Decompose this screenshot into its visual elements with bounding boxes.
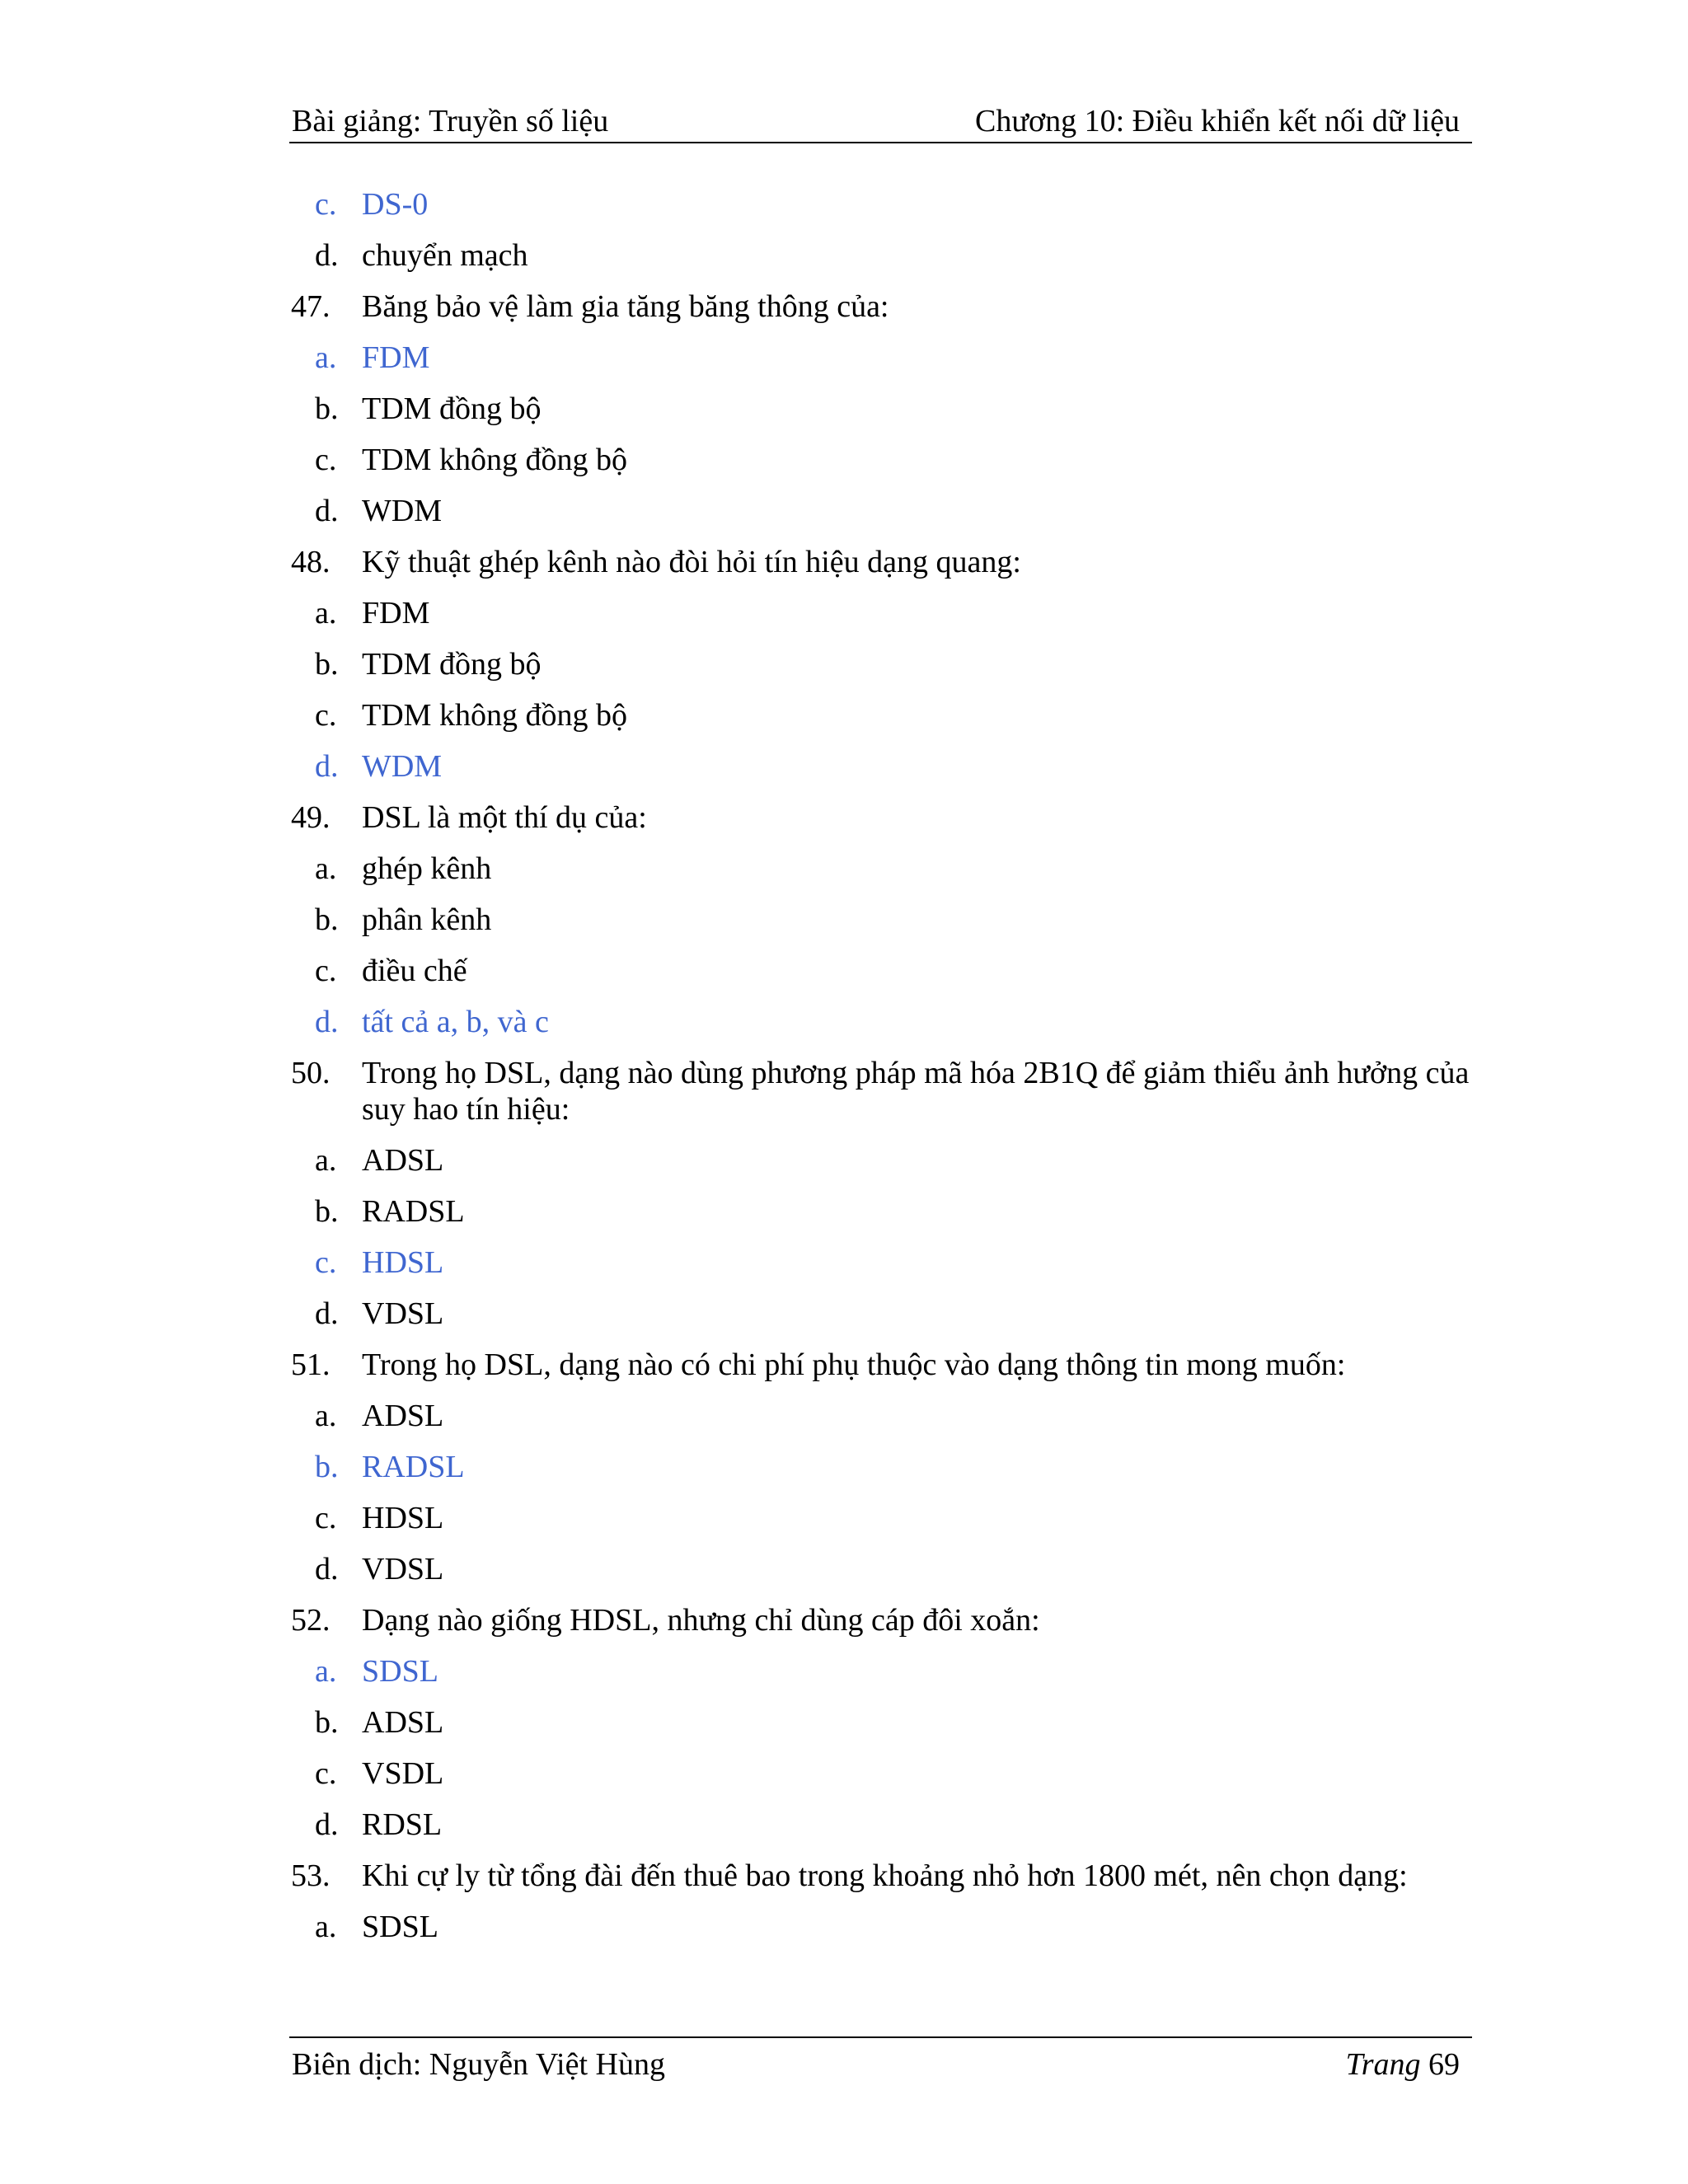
option-letter: a. — [315, 1143, 337, 1178]
option-item — [289, 1800, 1472, 1851]
option-letter: d. — [315, 238, 339, 273]
option-letter: d. — [315, 1296, 339, 1331]
answer-option — [289, 1647, 1472, 1698]
option-item — [289, 1698, 1472, 1749]
option-text: ADSL — [362, 1705, 444, 1740]
option-letter: a. — [315, 1399, 337, 1433]
option-letter: a. — [315, 1654, 337, 1689]
option-letter: b. — [315, 647, 339, 682]
option-item — [289, 1289, 1472, 1340]
option-letter: d. — [315, 749, 339, 784]
answer-option — [289, 180, 1472, 231]
question-item — [289, 1340, 1472, 1391]
answer-option — [289, 1442, 1472, 1493]
question-item — [289, 793, 1472, 844]
question-number: 48. — [291, 545, 331, 579]
question-text: DSL là một thí dụ của: — [362, 800, 647, 835]
option-letter: a. — [315, 596, 337, 630]
option-text: VDSL — [362, 1296, 444, 1331]
question-item — [289, 1851, 1472, 1902]
option-text: ADSL — [362, 1399, 444, 1433]
option-text: TDM không đồng bộ — [362, 698, 627, 733]
option-item — [289, 691, 1472, 742]
option-item — [289, 1493, 1472, 1544]
option-text: SDSL — [362, 1910, 438, 1944]
page-header — [289, 101, 1472, 143]
page-number: 69 — [1428, 2047, 1460, 2082]
question-number: 52. — [291, 1603, 331, 1638]
question-number: 49. — [291, 800, 331, 835]
option-letter: b. — [315, 1450, 339, 1484]
option-letter: d. — [315, 1807, 339, 1842]
option-item — [289, 1749, 1472, 1800]
question-number: 50. — [291, 1056, 331, 1090]
question-number: 53. — [291, 1858, 331, 1893]
question-item — [289, 537, 1472, 588]
option-letter: c. — [315, 1756, 337, 1791]
option-letter: b. — [315, 1705, 339, 1740]
answer-option — [289, 333, 1472, 384]
question-text: Dạng nào giống HDSL, nhưng chỉ dùng cáp đôi xoắn: — [362, 1603, 1040, 1638]
option-text: phân kênh — [362, 902, 492, 937]
option-text: ADSL — [362, 1143, 444, 1178]
option-item — [289, 1544, 1472, 1596]
answer-option — [289, 742, 1472, 793]
option-letter: d. — [315, 1552, 339, 1586]
header-course-title: Bài giảng: Truyền số liệu — [292, 104, 609, 138]
question-text: Khi cự ly từ tổng đài đến thuê bao trong khoảng nhỏ hơn 1800 mét, nên chọn dạng: — [362, 1858, 1408, 1893]
answer-option — [289, 1238, 1472, 1289]
footer-page-number — [1346, 2041, 1460, 2088]
footer-translator: Biên dịch: Nguyễn Việt Hùng — [292, 2047, 665, 2082]
option-letter: c. — [315, 443, 337, 477]
option-letter: c. — [315, 698, 337, 733]
option-letter: d. — [315, 494, 339, 528]
option-item — [289, 384, 1472, 435]
option-item — [289, 1187, 1472, 1238]
option-text: điều chế — [362, 954, 467, 988]
option-letter: a. — [315, 340, 337, 375]
option-item — [289, 895, 1472, 946]
option-text: WDM — [362, 749, 443, 784]
option-text: HDSL — [362, 1501, 444, 1535]
option-letter: b. — [315, 391, 339, 426]
option-text: chuyển mạch — [362, 238, 528, 273]
question-item — [289, 282, 1472, 333]
option-text: SDSL — [362, 1654, 438, 1689]
option-letter: c. — [315, 187, 337, 222]
option-letter: b. — [315, 902, 339, 937]
option-item — [289, 588, 1472, 640]
option-item — [289, 640, 1472, 691]
question-number: 47. — [291, 289, 331, 324]
option-text: HDSL — [362, 1245, 444, 1280]
option-text: RADSL — [362, 1450, 465, 1484]
option-item — [289, 1136, 1472, 1187]
question-text: Trong họ DSL, dạng nào dùng phương pháp mã hóa 2B1Q để giảm thiểu ảnh hưởng của suy hao tín hiệu: — [362, 1056, 1470, 1127]
option-item — [289, 435, 1472, 486]
page-footer — [289, 2036, 1472, 2082]
page-label: Trang — [1345, 2047, 1421, 2082]
option-text: FDM — [362, 340, 430, 375]
header-chapter-title: Chương 10: Điều khiển kết nối dữ liệu — [975, 104, 1460, 138]
option-text: FDM — [362, 596, 430, 630]
option-text: RADSL — [362, 1194, 465, 1229]
option-text: VSDL — [362, 1756, 444, 1791]
option-text: TDM đồng bộ — [362, 647, 542, 682]
option-text: WDM — [362, 494, 443, 528]
option-text: RDSL — [362, 1807, 443, 1842]
option-text: DS-0 — [362, 187, 429, 222]
option-item — [289, 231, 1472, 282]
option-letter: d. — [315, 1005, 339, 1039]
option-letter: a. — [315, 851, 337, 886]
question-item — [289, 1596, 1472, 1647]
option-letter: c. — [315, 1501, 337, 1535]
option-letter: c. — [315, 954, 337, 988]
option-letter: a. — [315, 1910, 337, 1944]
option-letter: b. — [315, 1194, 339, 1229]
question-text: Trong họ DSL, dạng nào có chi phí phụ thuộc vào dạng thông tin mong muốn: — [362, 1347, 1346, 1382]
question-number: 51. — [291, 1347, 331, 1382]
option-text: tất cả a, b, và c — [362, 1005, 549, 1039]
answer-option — [289, 997, 1472, 1048]
option-item — [289, 844, 1472, 895]
option-item — [289, 1902, 1472, 1953]
option-item — [289, 1391, 1472, 1442]
question-list — [289, 180, 1472, 1953]
question-text: Băng bảo vệ làm gia tăng băng thông của: — [362, 289, 889, 324]
question-item — [289, 1048, 1472, 1136]
option-letter: c. — [315, 1245, 337, 1280]
option-text: TDM đồng bộ — [362, 391, 542, 426]
question-text: Kỹ thuật ghép kênh nào đòi hỏi tín hiệu dạng quang: — [362, 545, 1021, 579]
option-item — [289, 486, 1472, 537]
option-item — [289, 946, 1472, 997]
option-text: TDM không đồng bộ — [362, 443, 627, 477]
option-text: ghép kênh — [362, 851, 492, 886]
option-text: VDSL — [362, 1552, 444, 1586]
